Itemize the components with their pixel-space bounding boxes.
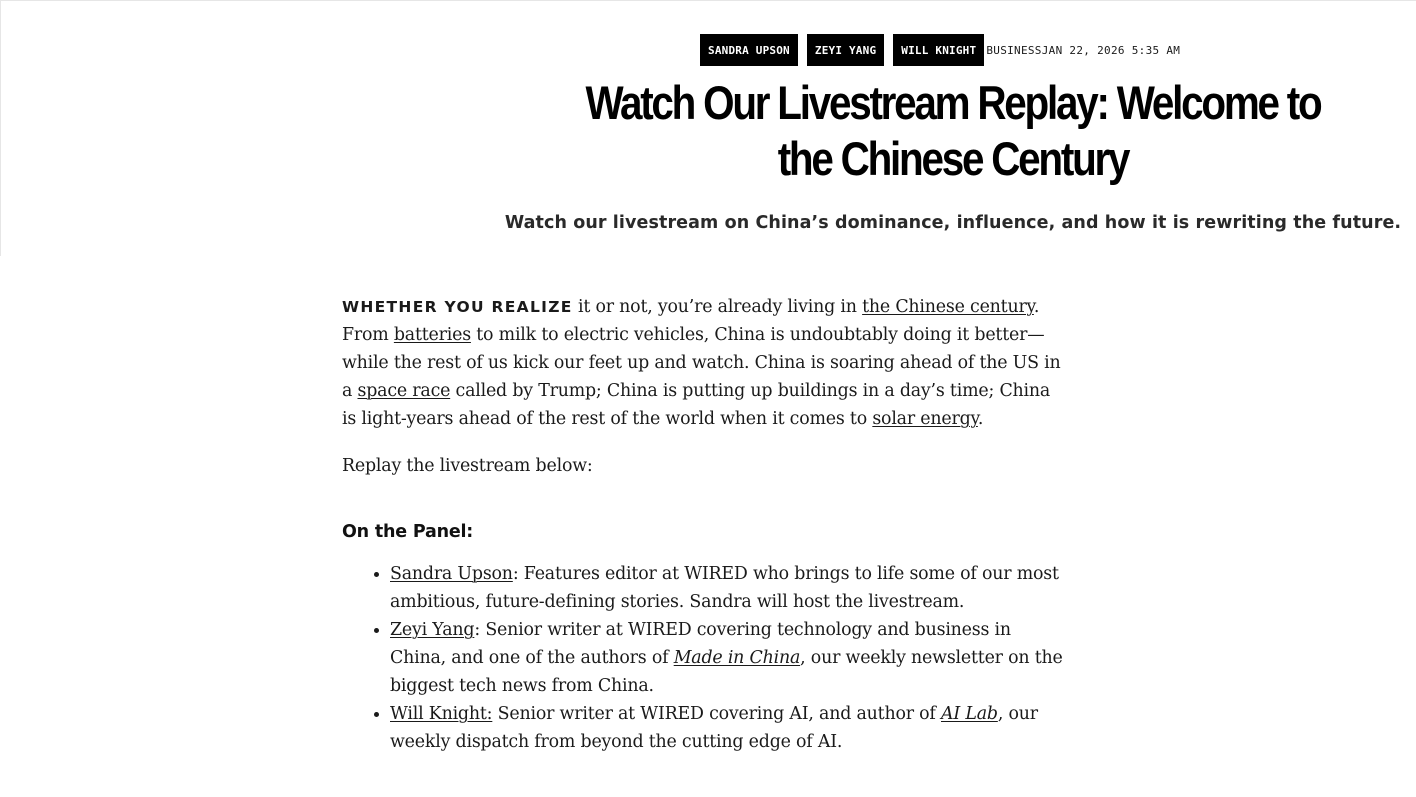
link-batteries[interactable]: batteries (393, 325, 471, 345)
publish-date: JAN 22, 2026 5:35 AM (1041, 43, 1181, 57)
newsletter-title: AI Lab (941, 704, 998, 724)
text-segment: to milk to electric vehicles, China is undoubtably doing it better—while the rest of us kick our feet up and watch. China is soaring ahead of the US in a (342, 325, 1061, 401)
newsletter-title: Made in China (673, 648, 801, 668)
text-segment: : Senior writer at WIRED covering technology and business in China, and one of the authors of (390, 620, 1011, 668)
author-link-zeyi-yang[interactable]: ZEYI YANG (807, 34, 884, 66)
paragraph-intro (342, 293, 1067, 433)
dek: Watch our livestream on China’s dominance, influence, and how it is rewriting the future. (504, 213, 1402, 233)
text-segment: : Features editor at WIRED who brings to life some of our most ambitious, future-defining stories. Sandra will host the livestream. (390, 564, 1059, 612)
article-header (0, 0, 1416, 256)
list-item (390, 560, 1067, 616)
link-chinese-century[interactable]: the Chinese century (862, 297, 1034, 317)
byline (700, 34, 1180, 66)
list-item (390, 616, 1067, 700)
headline: Watch Our Livestream Replay: Welcome to the Chinese Century (585, 76, 1321, 185)
panel-list (342, 560, 1067, 756)
lead-in: WHETHER YOU REALIZE (342, 298, 573, 316)
panel-heading: On the Panel: (342, 522, 474, 542)
article-body (342, 293, 1067, 756)
author-link-sandra-upson[interactable]: SANDRA UPSON (700, 34, 798, 66)
list-item (390, 700, 1067, 756)
panelist-link-sandra-upson[interactable]: Sandra Upson (390, 564, 513, 584)
text-segment: called by Trump; China is putting up buildings in a day’s time; China is light-years ahead of the rest of the world when it comes to (342, 381, 1051, 429)
panelist-link-zeyi-yang[interactable]: Zeyi Yang (390, 620, 475, 640)
text-segment: , our weekly dispatch from beyond the cutting edge of AI. (390, 704, 1038, 752)
text-segment: it or not, you’re already living in (572, 297, 863, 317)
text-segment: . From (342, 297, 1040, 345)
newsletter-link-ai-lab[interactable] (941, 704, 998, 724)
article-meta (986, 44, 1180, 57)
section-link[interactable]: BUSINESS (986, 43, 1042, 57)
newsletter-link-made-in-china[interactable] (674, 648, 800, 668)
link-space-race[interactable]: space race (357, 381, 451, 401)
author-link-will-knight[interactable]: WILL KNIGHT (893, 34, 984, 66)
paragraph-replay: Replay the livestream below: (342, 456, 593, 476)
link-solar-energy[interactable]: solar energy (872, 409, 978, 429)
text-segment: Senior writer at WIRED covering AI, and author of (492, 704, 941, 724)
text-segment: . (977, 409, 984, 429)
panelist-link-will-knight[interactable]: Will Knight: (390, 704, 493, 724)
text-segment: , our weekly newsletter on the biggest tech news from China. (390, 648, 1063, 696)
